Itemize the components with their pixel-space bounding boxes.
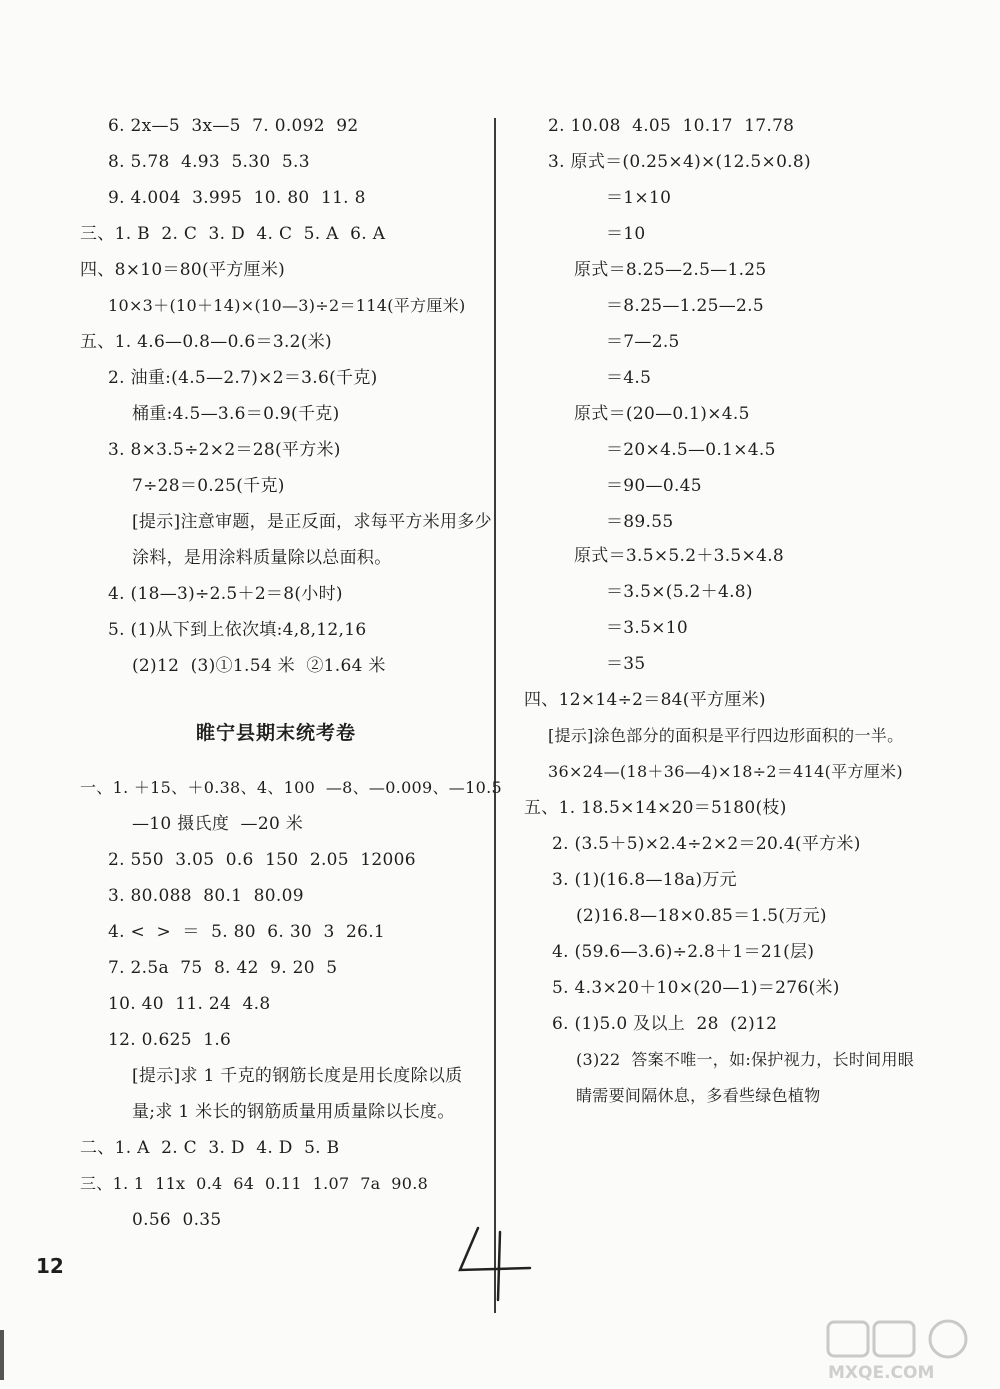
answer-line: 5. (1)从下到上依次填:4,8,12,16 [108, 620, 367, 640]
hint-line: 涂料，是用涂料质量除以总面积。 [132, 548, 392, 568]
answer-line: 二、1. A 2. C 3. D 4. D 5. B [80, 1138, 340, 1158]
answer-line: ＝35 [606, 654, 646, 674]
hint-line: [提示]求 1 千克的钢筋长度是用长度除以质 [132, 1066, 463, 1086]
answer-line: 6. 2x—5 3x—5 7. 0.092 92 [108, 116, 359, 136]
answer-line: 0.56 0.35 [132, 1210, 222, 1230]
answer-line: 3. 原式＝(0.25×4)×(12.5×0.8) [548, 152, 811, 172]
answer-line: 6. (1)5.0 及以上 28 (2)12 [552, 1014, 778, 1034]
answer-line: 一、1. ＋15、＋0.38、4、100 —8、—0.009、—10.5 [80, 778, 502, 797]
answer-line: 四、8×10＝80(平方厘米) [80, 260, 286, 280]
answer-line: 7÷28＝0.25(千克) [132, 476, 285, 496]
svg-text:MXQE.COM: MXQE.COM [828, 1363, 935, 1383]
answer-line: 8. 5.78 4.93 5.30 5.3 [108, 152, 310, 172]
hint-line: [提示]涂色部分的面积是平行四边形面积的一半。 [548, 726, 904, 745]
handwritten-number-mark [448, 1224, 538, 1304]
answer-line: 5. 4.3×20＋10×(20—1)＝276(米) [552, 978, 840, 998]
answer-line: 五、1. 4.6—0.8—0.6＝3.2(米) [80, 332, 332, 352]
answer-line: 3. 80.088 80.1 80.09 [108, 886, 304, 906]
answer-line: 4. < > ＝ 5. 80 6. 30 3 26.1 [108, 922, 386, 942]
answer-line: 12. 0.625 1.6 [108, 1030, 232, 1050]
answer-line: 四、12×14÷2＝84(平方厘米) [524, 690, 766, 710]
answer-line: 三、1. 1 11x 0.4 64 0.11 1.07 7a 90.8 [80, 1174, 429, 1193]
answer-line: ＝8.25—1.25—2.5 [606, 296, 764, 316]
hint-line: [提示]注意审题，是正反面，求每平方米用多少 [132, 512, 492, 532]
answer-line: 桶重:4.5—3.6＝0.9(千克) [132, 404, 340, 424]
answer-line: 36×24—(18＋36—4)×18÷2＝414(平方厘米) [548, 762, 903, 781]
answer-line: 10. 40 11. 24 4.8 [108, 994, 271, 1014]
answer-line: ＝4.5 [606, 368, 652, 388]
answer-line: 原式＝3.5×5.2＋3.5×4.8 [574, 546, 785, 566]
page-number: 12 [36, 1254, 64, 1278]
answer-line: 三、1. B 2. C 3. D 4. C 5. A 6. A [80, 224, 386, 244]
answer-line: ＝3.5×(5.2＋4.8) [606, 582, 753, 602]
answer-line: 3. 8×3.5÷2×2＝28(平方米) [108, 440, 341, 460]
answer-line: 2. 10.08 4.05 10.17 17.78 [548, 116, 795, 136]
answer-line: 2. (3.5＋5)×2.4÷2×2＝20.4(平方米) [552, 834, 861, 854]
answer-line: (2)16.8—18×0.85＝1.5(万元) [576, 906, 827, 926]
answer-line: ＝89.55 [606, 512, 674, 532]
answer-line: 4. (59.6—3.6)÷2.8＋1＝21(层) [552, 942, 815, 962]
answer-line: ＝1×10 [606, 188, 672, 208]
answer-line: 2. 550 3.05 0.6 150 2.05 12006 [108, 850, 416, 870]
answer-line: ＝90—0.45 [606, 476, 702, 496]
answer-line: 原式＝8.25—2.5—1.25 [574, 260, 767, 280]
answer-line: —10 摄氏度 —20 米 [132, 814, 304, 834]
column-divider [494, 118, 496, 1313]
scan-edge-mark [0, 1330, 4, 1380]
answer-line: 原式＝(20—0.1)×4.5 [574, 404, 750, 424]
answer-line: 9. 4.004 3.995 10. 80 11. 8 [108, 188, 366, 208]
hint-line: 量;求 1 米长的钢筋质量用质量除以长度。 [132, 1102, 455, 1122]
answer-line: ＝7—2.5 [606, 332, 680, 352]
answer-line: 3. (1)(16.8—18a)万元 [552, 870, 737, 890]
answer-line: ＝10 [606, 224, 646, 244]
answer-line: ＝3.5×10 [606, 618, 689, 638]
section-title: 睢宁县期末统考卷 [196, 722, 357, 744]
answer-line: 五、1. 18.5×14×20＝5180(枝) [524, 798, 787, 818]
answer-line: (3)22 答案不唯一，如:保护视力，长时间用眼 [576, 1050, 915, 1069]
answer-line: 10×3＋(10＋14)×(10—3)÷2＝114(平方厘米) [108, 296, 466, 315]
answer-line: 睛需要间隔休息，多看些绿色植物 [576, 1086, 821, 1105]
answer-line: 7. 2.5a 75 8. 42 9. 20 5 [108, 958, 338, 978]
answer-line: (2)12 (3)①1.54 米 ②1.64 米 [132, 656, 386, 676]
watermark-logo [822, 1318, 992, 1384]
answer-line: ＝20×4.5—0.1×4.5 [606, 440, 776, 460]
answer-line: 4. (18—3)÷2.5＋2＝8(小时) [108, 584, 343, 604]
answer-line: 2. 油重:(4.5—2.7)×2＝3.6(千克) [108, 368, 378, 388]
